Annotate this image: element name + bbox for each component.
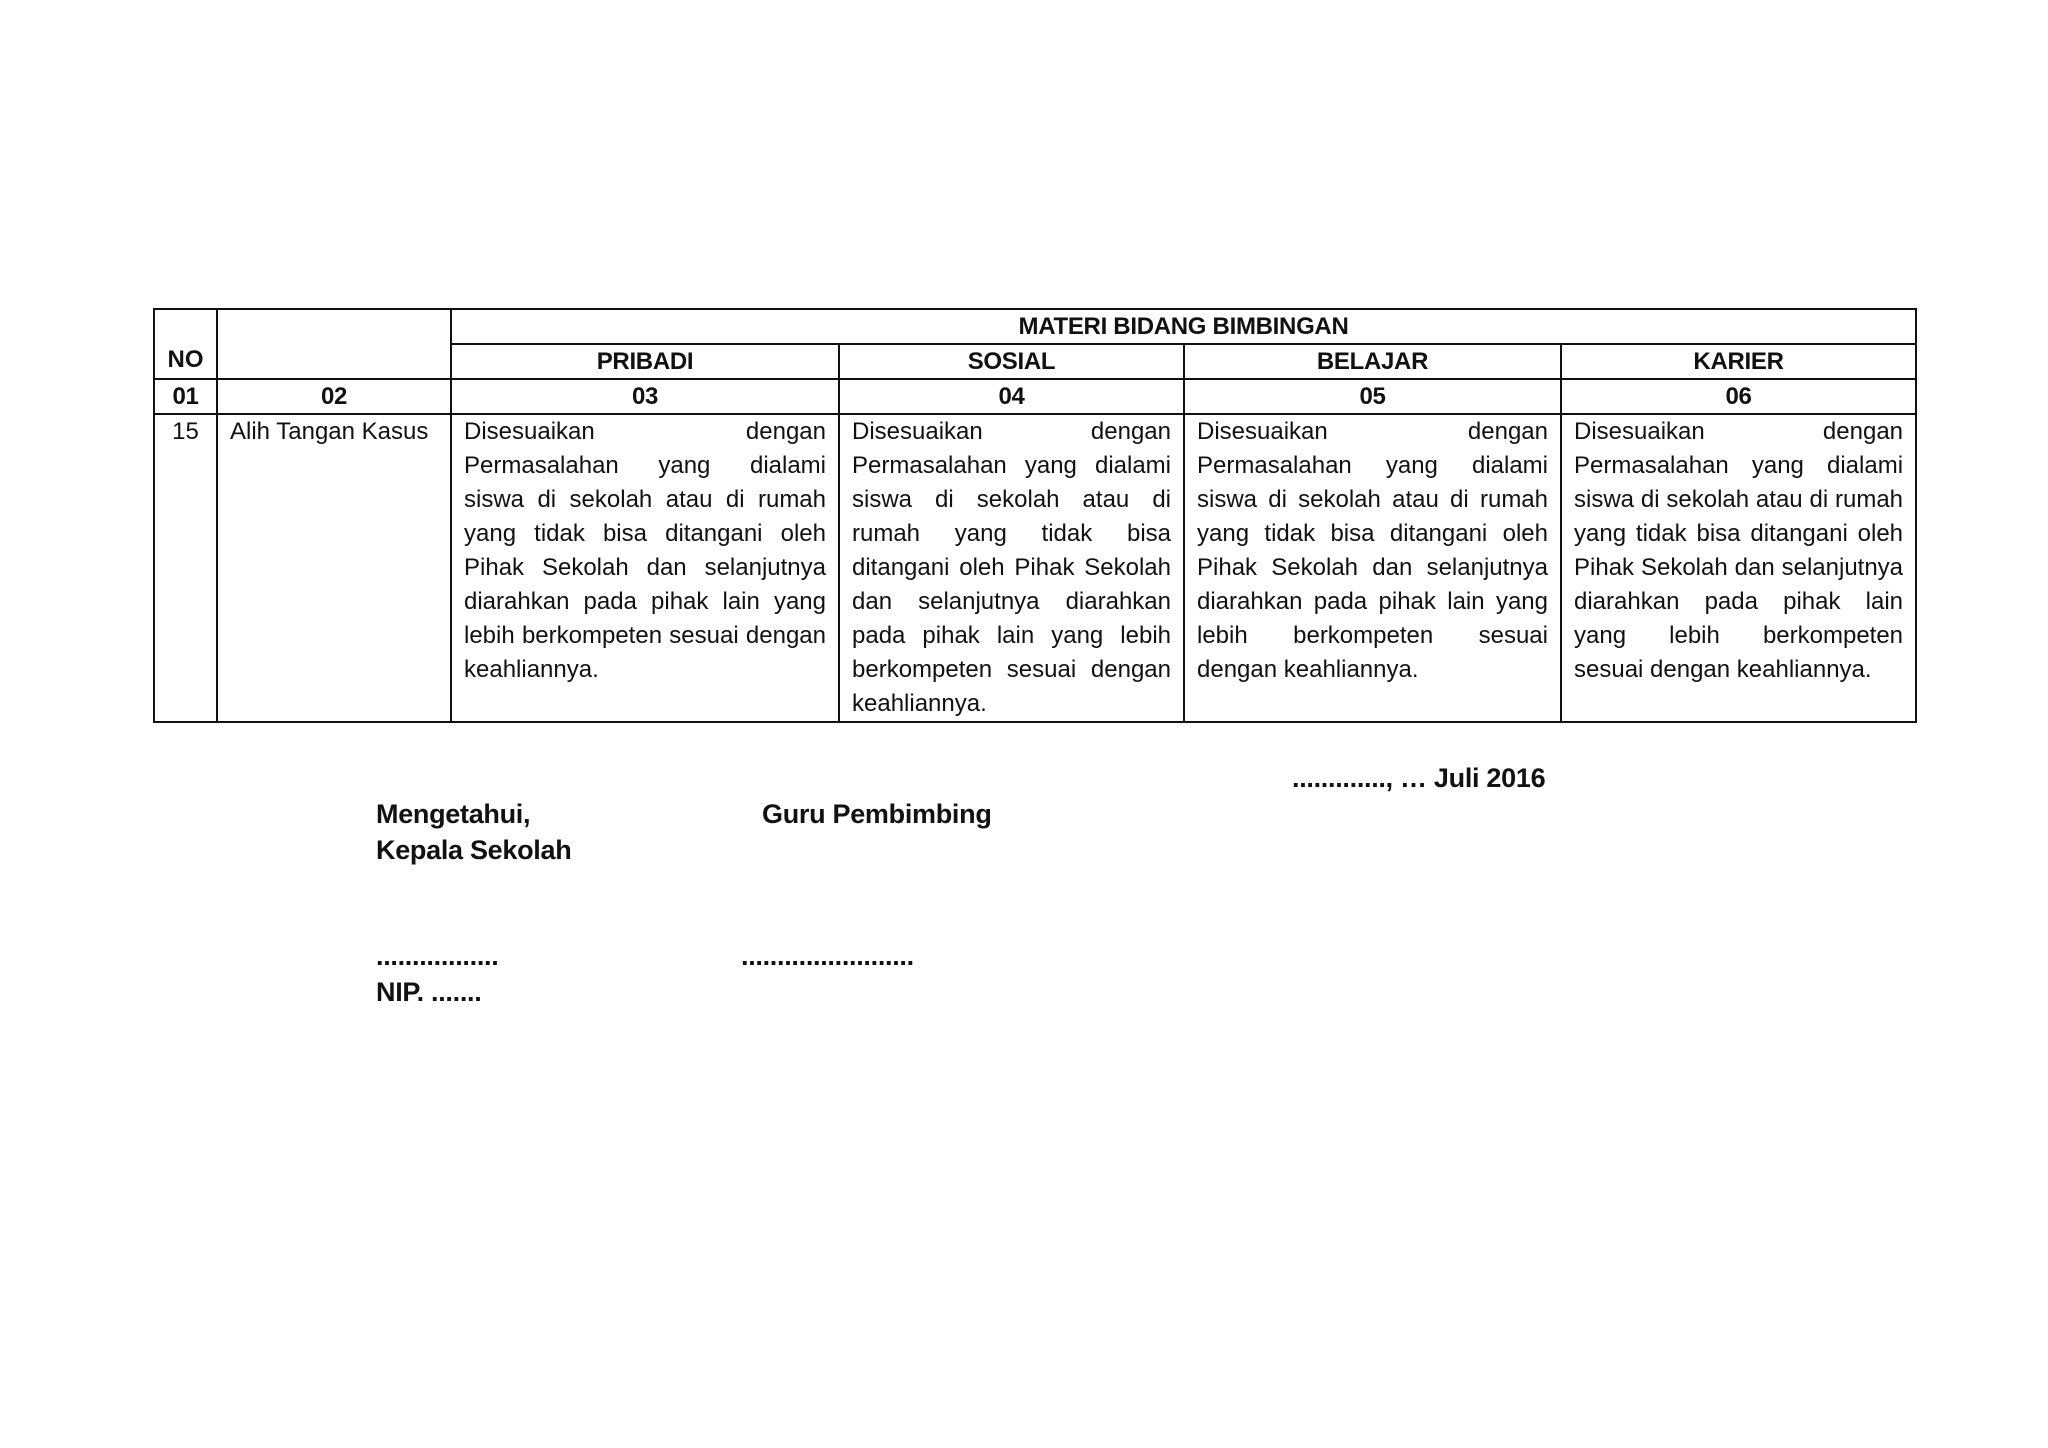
guru-pembimbing-label: Guru Pembimbing: [762, 799, 992, 829]
row-sosial-text: Disesuaikan dengan Permasalahan yang dialami siswa di sekolah atau di rumah yang tidak bisa ditangani oleh Pihak Sekolah dan selanjutnya diarahkan pada pihak lain yang lebih berkompeten sesuai dengan keahliannya.: [839, 414, 1184, 722]
table-row: [154, 414, 1916, 722]
row-item: Alih Tangan Kasus: [217, 414, 451, 722]
col-number-04: 04: [839, 379, 1184, 414]
col-number-05: 05: [1184, 379, 1561, 414]
mengetahui-label: Mengetahui,: [376, 799, 531, 829]
guidance-material-table: [153, 308, 1917, 723]
header-no: NO: [154, 309, 217, 379]
table-header-row-1: [154, 309, 1916, 344]
header-karier: KARIER: [1561, 344, 1916, 379]
nip-label: NIP. .......: [376, 977, 482, 1007]
row-pribadi-text: Disesuaikan dengan Permasalahan yang dialami siswa di sekolah atau di rumah yang tidak bisa ditangani oleh Pihak Sekolah dan selanjutnya diarahkan pada pihak lain yang lebih berkompeten sesuai dengan keahliannya.: [451, 414, 839, 722]
col-number-06: 06: [1561, 379, 1916, 414]
header-pribadi: PRIBADI: [451, 344, 839, 379]
col-number-03: 03: [451, 379, 839, 414]
header-blank: [217, 309, 451, 379]
column-number-row: [154, 379, 1916, 414]
date-line: ............., … Juli 2016: [1292, 763, 1546, 793]
header-belajar: BELAJAR: [1184, 344, 1561, 379]
row-number: 15: [154, 414, 217, 722]
row-karier-text: Disesuaikan dengan Permasalahan yang dialami siswa di sekolah atau di rumah yang tidak bisa ditangani oleh Pihak Sekolah dan selanjutnya diarahkan pada pihak lain yang lebih berkompeten sesuai dengan keahliannya.: [1561, 414, 1916, 722]
guru-pembimbing-name-placeholder: ........................: [741, 941, 914, 971]
row-belajar-text: Disesuaikan dengan Permasalahan yang dialami siswa di sekolah atau di rumah yang tidak bisa ditangani oleh Pihak Sekolah dan selanjutnya diarahkan pada pihak lain yang lebih berkompeten sesuai dengan keahliannya.: [1184, 414, 1561, 722]
kepala-sekolah-label: Kepala Sekolah: [376, 835, 572, 865]
header-sosial: SOSIAL: [839, 344, 1184, 379]
col-number-02: 02: [217, 379, 451, 414]
kepala-sekolah-name-placeholder: .................: [376, 941, 499, 971]
col-number-01: 01: [154, 379, 217, 414]
header-materi-bidang-bimbingan: MATERI BIDANG BIMBINGAN: [451, 309, 1916, 344]
